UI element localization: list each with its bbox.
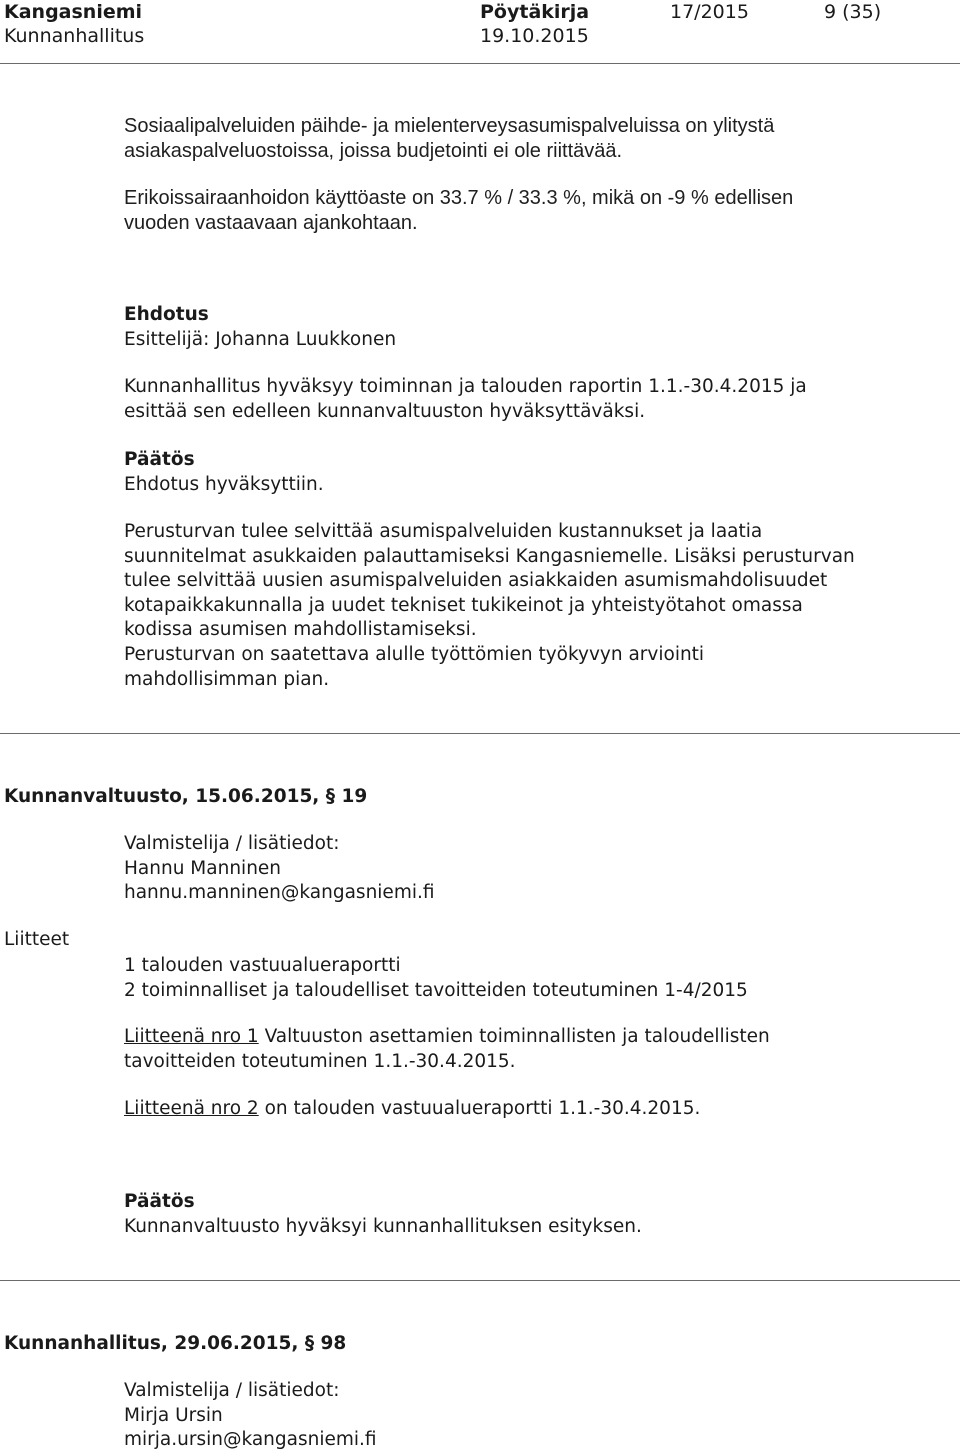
header-doc-type: Pöytäkirja bbox=[480, 1, 590, 23]
header-divider bbox=[0, 63, 960, 64]
proposal-text bbox=[124, 375, 807, 424]
decision-heading: Päätös bbox=[124, 449, 195, 470]
preparer-name: Hannu Manninen bbox=[124, 857, 282, 879]
header-page-number: 9 (35) bbox=[824, 1, 882, 23]
text-line: kodissa asumisen mahdollistamiseksi. bbox=[124, 619, 477, 641]
proposal-heading: Ehdotus bbox=[124, 304, 209, 325]
council-preparer bbox=[124, 832, 435, 906]
preparer-email: hannu.manninen@kangasniemi.fi bbox=[124, 882, 435, 904]
appendix-1-link[interactable]: Liitteenä nro 1 bbox=[124, 1026, 259, 1047]
council-decision-heading: Päätös bbox=[124, 1191, 195, 1212]
text-line: kotapaikkakunnalla ja uudet tekniset tukikeinot ja yhteistyötahot omassa bbox=[124, 594, 803, 616]
intro-paragraph-2 bbox=[124, 186, 793, 236]
appendix-2-link[interactable]: Liitteenä nro 2 bbox=[124, 1098, 259, 1119]
text-line: esittää sen edelleen kunnanvaltuuston hyväksyttäväksi. bbox=[124, 400, 646, 422]
attachments-label: Liitteet bbox=[4, 929, 70, 950]
text-line: suunnitelmat asukkaiden palauttamiseksi Kangasniemelle. Lisäksi perusturvan bbox=[124, 545, 855, 567]
preparer-name: Mirja Ursin bbox=[124, 1404, 223, 1426]
council-decision-text: Kunnanvaltuusto hyväksyi kunnanhallituksen esityksen. bbox=[124, 1216, 642, 1237]
header-date: 19.10.2015 bbox=[480, 25, 589, 47]
text-line: tulee selvittää uusien asumispalveluiden asiakkaiden asumismahdolisuudet bbox=[124, 570, 828, 592]
text-line: vuoden vastaavaan ajankohtaan. bbox=[124, 212, 418, 234]
appendix-1-text: Valtuuston asettamien toiminnallisten ja taloudellisten bbox=[258, 1026, 770, 1047]
preparer-email: mirja.ursin@kangasniemi.fi bbox=[124, 1429, 377, 1451]
text-line: Erikoissairaanhoidon käyttöaste on 33.7 % / 33.3 %, mikä on -9 % edellisen bbox=[124, 187, 794, 209]
header-municipality: Kangasniemi bbox=[4, 1, 143, 23]
appendix-1 bbox=[124, 1025, 770, 1074]
board-preparer bbox=[124, 1379, 377, 1453]
text-line: Kunnanhallitus hyväksyy toiminnan ja talouden raportin 1.1.-30.4.2015 ja bbox=[124, 376, 807, 397]
decision-paragraph bbox=[124, 520, 855, 692]
proposal-presenter: Esittelijä: Johanna Luukkonen bbox=[124, 329, 397, 350]
attachment-item: 1 talouden vastuualueraportti bbox=[124, 955, 401, 976]
appendix-2 bbox=[124, 1097, 700, 1122]
text-line: mahdollisimman pian. bbox=[124, 668, 330, 690]
board-section-heading: Kunnanhallitus, 29.06.2015, § 98 bbox=[4, 1333, 347, 1354]
header-body: Kunnanhallitus bbox=[4, 25, 145, 47]
text-line: Perusturvan tulee selvittää asumispalveluiden kustannukset ja laatia bbox=[124, 521, 763, 542]
attachment-item: 2 toiminnalliset ja taloudelliset tavoitteiden toteutuminen 1-4/2015 bbox=[124, 979, 748, 1001]
section-divider bbox=[0, 1280, 960, 1281]
text-line: Sosiaalipalveluiden päihde- ja mielenterveysasumispalveluissa on ylitystä bbox=[124, 115, 775, 137]
council-section-heading: Kunnanvaltuusto, 15.06.2015, § 19 bbox=[4, 786, 368, 807]
decision-text: Ehdotus hyväksyttiin. bbox=[124, 474, 324, 495]
appendix-1-text-line2: tavoitteiden toteutuminen 1.1.-30.4.2015. bbox=[124, 1050, 516, 1072]
text-line: Perusturvan on saatettava alulle työttömien työkyvyn arviointi bbox=[124, 643, 705, 665]
section-divider bbox=[0, 733, 960, 734]
appendix-2-text: on talouden vastuualueraportti 1.1.-30.4.2015. bbox=[258, 1098, 701, 1119]
preparer-label: Valmistelija / lisätiedot: bbox=[124, 833, 340, 854]
preparer-label: Valmistelija / lisätiedot: bbox=[124, 1380, 340, 1401]
attachments-list bbox=[124, 954, 748, 1003]
intro-paragraph-1 bbox=[124, 114, 774, 164]
header-protocol-number: 17/2015 bbox=[670, 1, 749, 23]
text-line: asiakaspalveluostoissa, joissa budjetointi ei ole riittävää. bbox=[124, 140, 623, 162]
